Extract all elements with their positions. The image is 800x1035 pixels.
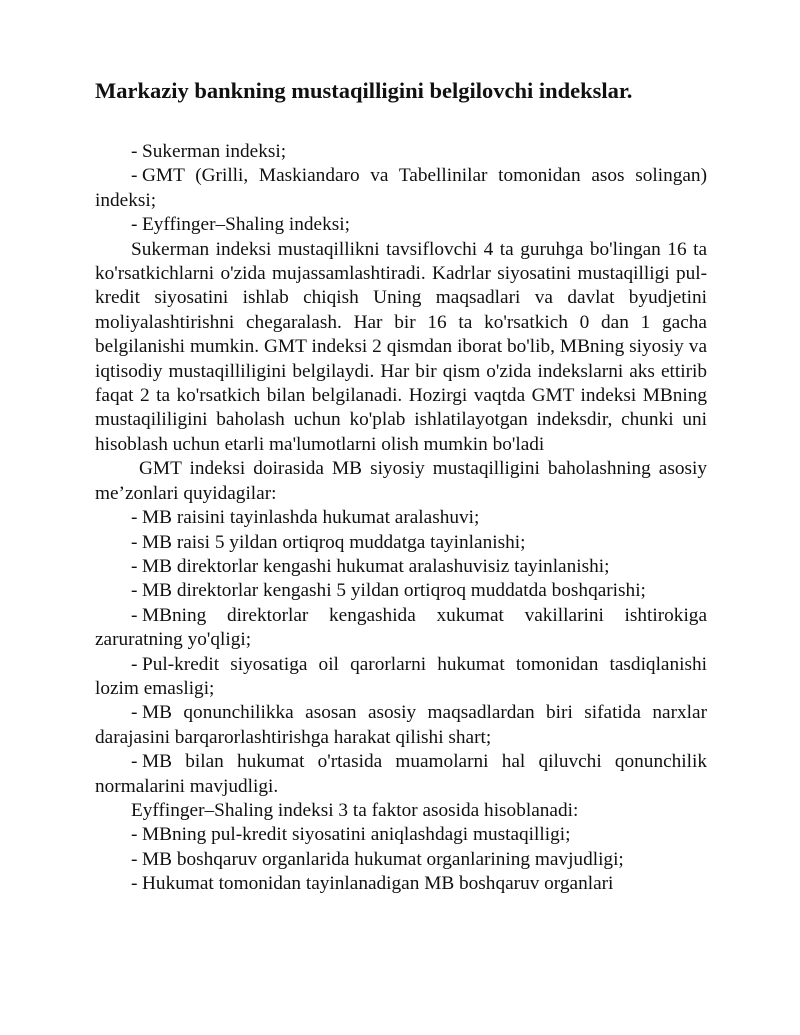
list-item-text: Eyffinger–Shaling indeksi; (142, 214, 350, 236)
document-body (95, 140, 707, 897)
paragraph-sukerman: Sukerman indeksi mustaqillikni tavsiflovchi 4 ta guruhga bo'lingan 16 ta ko'rsatkichlarni o'zida mujassamlashtiradi. Kadrlar siyosatini mustaqilligi pul-kredit siyosatini ishlab chiqish Uning maqsadlari va davlat byudjetini moliyalashtirishni chegaralash. Har bir 16 ta ko'rsatkich 0 dan 1 gacha belgilanishi mumkin. GMT indeksi 2 qismdan iborat bo'lib, MBning siyosiy va iqtisodiy mustaqilliligini belgilaydi. Har bir qism o'zida indekslarni aks ettirib faqat 2 ta ko'rsatkich bilan belgilanadi. Hozirgi vaqtda GMT indeksi MBning mustaqililigini baholash uchun ko'plab ishlatilayotgan indeksdir, chunki uni hisoblash uchun etarli ma'lumotlarni olish mumkin bo'ladi (95, 238, 707, 455)
list-item (95, 872, 707, 896)
indexes-list (95, 140, 707, 238)
list-item-text: MB qonunchilikka asosan asosiy maqsadlardan biri sifatida narxlar darajasini barqarorlashtirishga harakat qilishi shart; (95, 702, 707, 748)
list-item (95, 823, 707, 847)
list-dash: - (131, 604, 138, 626)
list-dash: - (131, 824, 138, 846)
document-page (95, 76, 707, 897)
list-dash: - (131, 653, 138, 675)
list-dash: - (131, 702, 138, 724)
list-item (95, 213, 707, 237)
list-dash: - (131, 848, 138, 870)
list-item (95, 506, 707, 530)
paragraph-gmt: GMT indeksi doirasida MB siyosiy mustaqilligini baholashning asosiy me’zonlari quyidagilar: (95, 458, 707, 504)
list-item-text: MBning direktorlar kengashida xukumat vakillarini ishtirokiga zaruratning yo'qligi; (95, 604, 707, 651)
list-item (95, 531, 707, 555)
list-item-text: MB boshqaruv organlarida hukumat organlarining mavjudligi; (142, 848, 624, 870)
list-item (95, 604, 707, 653)
list-dash: - (131, 165, 138, 187)
list-item-text: Sukerman indeksi; (142, 141, 287, 162)
list-dash: - (131, 873, 138, 895)
list-dash: - (131, 751, 138, 773)
document-title: Markaziy bankning mustaqilligini belgilovchi indekslar. (95, 78, 633, 103)
list-item (95, 701, 707, 750)
list-item (95, 164, 707, 213)
list-item (95, 555, 707, 579)
list-item-text: GMT (Grilli, Maskiandaro va Tabellinilar tomonidan asos solingan) indeksi; (95, 165, 707, 211)
list-dash: - (131, 555, 138, 577)
list-item (95, 653, 707, 702)
list-dash: - (131, 141, 138, 162)
list-item-text: Pul-kredit siyosatiga oil qarorlarni hukumat tomonidan tasdiqlanishi lozim emasligi; (95, 653, 707, 699)
list-dash: - (131, 580, 138, 602)
list-item-text: MB bilan hukumat o'rtasida muamolarni hal qiluvchi qonunchilik normalarini mavjudligi. (95, 751, 707, 797)
list-dash: - (131, 531, 138, 553)
list-dash: - (131, 507, 138, 529)
list-item (95, 579, 707, 603)
list-item (95, 140, 707, 164)
list-item-text: MBning pul-kredit siyosatini aniqlashdagi mustaqilligi; (142, 824, 571, 846)
paragraph-eyffinger: Eyffinger–Shaling indeksi 3 ta faktor asosida hisoblanadi: (131, 799, 579, 821)
list-dash: - (131, 214, 138, 236)
list-item-text: MB raisi 5 yildan ortiqroq muddatga tayinlanishi; (142, 531, 526, 553)
list-item (95, 848, 707, 872)
list-item-text: Hukumat tomonidan tayinlanadigan MB boshqaruv organlari (142, 873, 614, 895)
list-item-text: MB direktorlar kengashi 5 yildan ortiqroq muddatda boshqarishi; (142, 580, 646, 602)
list-item-text: MB raisini tayinlashda hukumat aralashuvi; (142, 507, 480, 529)
eyffinger-factors-list (95, 823, 707, 896)
gmt-criteria-list (95, 506, 707, 799)
list-item (95, 750, 707, 799)
list-item-text: MB direktorlar kengashi hukumat aralashuvisiz tayinlanishi; (142, 555, 610, 577)
